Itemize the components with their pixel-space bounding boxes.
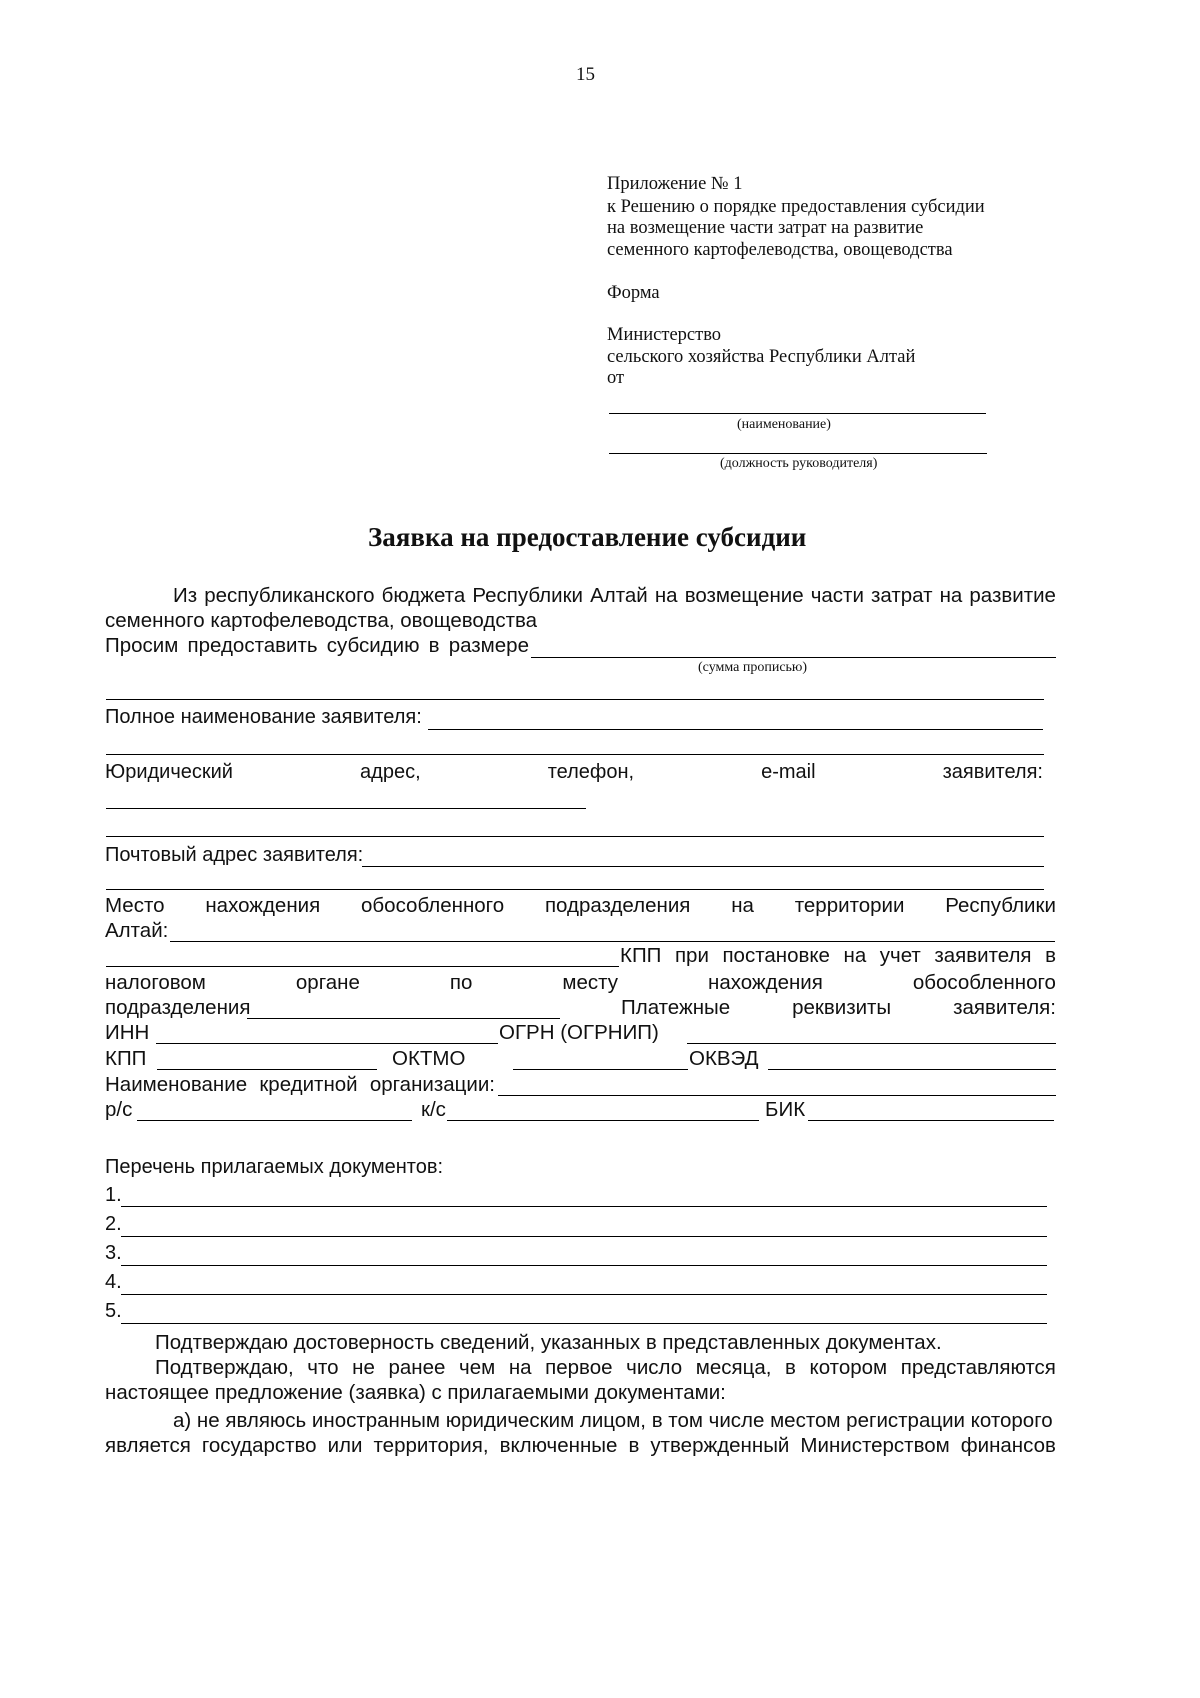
- word: Подтверждаю,: [155, 1356, 294, 1379]
- word: учет: [879, 944, 921, 967]
- word: котором: [809, 1356, 888, 1379]
- subdivision-label: подразделения: [105, 996, 251, 1019]
- inn-label: ИНН: [105, 1021, 150, 1044]
- rs-label: р/с: [105, 1098, 133, 1121]
- word: предоставить: [187, 634, 318, 657]
- word: при: [674, 944, 709, 967]
- word: телефон,: [547, 761, 635, 783]
- document-item-line[interactable]: [121, 1323, 1047, 1324]
- full-name-label: Полное наименование заявителя:: [105, 706, 422, 728]
- word: чем: [459, 1356, 496, 1379]
- word: Платежные: [621, 996, 731, 1019]
- confirm-line: [155, 1356, 1056, 1380]
- intro-line: семенного картофелеводства, овощеводства: [105, 609, 538, 632]
- kpp-label: [620, 944, 1056, 968]
- kpp-short-label: КПП: [105, 1047, 147, 1070]
- word: утвержденный: [650, 1434, 790, 1457]
- word: финансов: [960, 1434, 1056, 1457]
- ks-field-line[interactable]: [447, 1120, 759, 1121]
- bik-label: БИК: [765, 1098, 806, 1121]
- page-number: 15: [576, 64, 595, 85]
- legal-address-continuation-line[interactable]: [106, 836, 1044, 837]
- word: возмещение: [684, 584, 804, 607]
- word: первое: [545, 1356, 613, 1379]
- recipient-line: Министерство: [607, 325, 722, 345]
- word: размере: [448, 634, 529, 657]
- postal-address-label: Почтовый адрес заявителя:: [105, 844, 364, 866]
- name-field-line[interactable]: [609, 413, 986, 414]
- appendix-line: на возмещение части затрат на развитие: [607, 218, 924, 238]
- word: территория,: [373, 1434, 489, 1457]
- word: месту: [562, 971, 618, 994]
- word: на: [654, 584, 678, 607]
- sum-caption: (сумма прописью): [698, 660, 808, 675]
- postal-address-continuation-line[interactable]: [106, 889, 1044, 890]
- position-field-line[interactable]: [609, 453, 987, 454]
- okved-field-line[interactable]: [768, 1069, 1056, 1070]
- word: является: [105, 1434, 191, 1457]
- appendix-line: к Решению о порядке предоставления субсидии: [607, 197, 985, 217]
- word: Из: [173, 584, 198, 607]
- word: затрат: [870, 584, 933, 607]
- full-name-field-line[interactable]: [428, 729, 1043, 730]
- word: Наименование: [105, 1073, 248, 1096]
- ogrn-field-line[interactable]: [687, 1043, 1056, 1044]
- word: по: [449, 971, 473, 994]
- word: включенные: [499, 1434, 618, 1457]
- oktmo-field-line[interactable]: [513, 1069, 688, 1070]
- bik-field-line[interactable]: [808, 1120, 1054, 1121]
- legal-address-field-line[interactable]: [106, 808, 586, 809]
- document-item-line[interactable]: [121, 1294, 1047, 1295]
- bank-name-label: [105, 1073, 495, 1097]
- inn-field-line[interactable]: [156, 1043, 498, 1044]
- word: организации:: [369, 1073, 495, 1096]
- word: органе: [295, 971, 360, 994]
- word: на: [508, 1356, 532, 1379]
- rs-field-line[interactable]: [137, 1120, 412, 1121]
- okved-label: ОКВЭД: [689, 1047, 759, 1070]
- confirm-item-a-continued: [105, 1434, 1056, 1458]
- word: представляются: [900, 1356, 1056, 1379]
- word: Юридический: [105, 761, 233, 783]
- document-item-line[interactable]: [121, 1206, 1047, 1207]
- document-title: Заявка на предоставление субсидии: [368, 522, 807, 552]
- word: бюджета: [381, 584, 466, 607]
- location-label: [105, 894, 1056, 918]
- word: реквизиты: [792, 996, 892, 1019]
- word: субсидию: [326, 634, 420, 657]
- word: нахождения: [708, 971, 823, 994]
- word: Министерством: [800, 1434, 950, 1457]
- document-item-line[interactable]: [121, 1265, 1047, 1266]
- form-label: Форма: [607, 283, 660, 303]
- word: развитие: [969, 584, 1056, 607]
- word: нахождения: [205, 894, 321, 917]
- appendix-line: семенного картофелеводства, овощеводства: [607, 240, 953, 260]
- recipient-line: сельского хозяйства Республики Алтай: [607, 347, 916, 367]
- word: на: [843, 944, 867, 967]
- word: что: [307, 1356, 339, 1379]
- word: не: [352, 1356, 375, 1379]
- payment-details-label: [621, 996, 1056, 1020]
- documents-label: Перечень прилагаемых документов:: [105, 1156, 444, 1178]
- word: e-mail: [761, 761, 816, 783]
- subdivision-kpp-field-line[interactable]: [247, 1018, 560, 1019]
- word: адрес,: [360, 761, 421, 783]
- location-continuation-line[interactable]: [106, 966, 619, 967]
- name-caption: (наименование): [737, 417, 831, 432]
- confirm-item-a: а) не являюсь иностранным юридическим лицом, в том числе местом регистрации которого: [173, 1409, 1053, 1432]
- word: ранее: [388, 1356, 446, 1379]
- word: заявителя:: [942, 761, 1043, 783]
- confirm-line: Подтверждаю достоверность сведений, указанных в представленных документах.: [155, 1331, 942, 1354]
- word: Место: [105, 894, 165, 917]
- word: на: [731, 894, 754, 917]
- word: Просим: [105, 634, 179, 657]
- word: государство: [201, 1434, 317, 1457]
- word: кредитной: [259, 1073, 358, 1096]
- word: постановке: [722, 944, 830, 967]
- document-item-number: 2.: [105, 1213, 122, 1235]
- confirm-line: настоящее предложение (заявка) с прилагаемыми документами:: [105, 1381, 726, 1404]
- word: число: [626, 1356, 683, 1379]
- word: в: [785, 1356, 796, 1379]
- oktmo-label: ОКТМО: [392, 1047, 466, 1070]
- word: месяца,: [695, 1356, 772, 1379]
- word: в: [428, 634, 440, 657]
- ogrn-label: ОГРН (ОГРНИП): [499, 1021, 659, 1044]
- document-item-line[interactable]: [121, 1236, 1047, 1237]
- word: Республики: [945, 894, 1056, 917]
- request-line: [105, 634, 529, 658]
- word: Алтай: [590, 584, 648, 607]
- document-item-number: 3.: [105, 1242, 122, 1264]
- word: налоговом: [105, 971, 206, 994]
- word: обособленного: [361, 894, 505, 917]
- word: в: [1045, 944, 1056, 967]
- word: Республики: [472, 584, 584, 607]
- word: части: [810, 584, 864, 607]
- word: республиканского: [204, 584, 375, 607]
- tax-authority-label: [105, 971, 1056, 995]
- word: КПП: [620, 944, 662, 967]
- appendix-title: Приложение № 1: [607, 174, 743, 194]
- document-item-number: 5.: [105, 1300, 122, 1322]
- word: подразделения: [544, 894, 691, 917]
- postal-address-field-line[interactable]: [362, 866, 1044, 867]
- position-caption: (должность руководителя): [720, 456, 878, 471]
- word: заявителя:: [953, 996, 1056, 1019]
- word: на: [939, 584, 963, 607]
- word: или: [327, 1434, 363, 1457]
- intro-line: [173, 584, 1056, 608]
- location-field-line[interactable]: [170, 941, 1055, 942]
- sum-field-line[interactable]: [531, 657, 1056, 658]
- document-item-number: 1.: [105, 1184, 122, 1206]
- full-name-continuation-line[interactable]: [106, 754, 1044, 755]
- word: заявителя: [934, 944, 1032, 967]
- bank-name-field-line[interactable]: [498, 1095, 1056, 1096]
- ks-label: к/с: [421, 1098, 446, 1121]
- sum-continuation-line[interactable]: [106, 699, 1044, 700]
- kpp-field-line[interactable]: [157, 1069, 377, 1070]
- from-label: от: [607, 368, 625, 388]
- document-item-number: 4.: [105, 1271, 122, 1293]
- legal-address-label: [105, 761, 1043, 784]
- altai-label: Алтай:: [105, 919, 169, 942]
- word: в: [628, 1434, 640, 1457]
- word: обособленного: [912, 971, 1056, 994]
- word: территории: [794, 894, 905, 917]
